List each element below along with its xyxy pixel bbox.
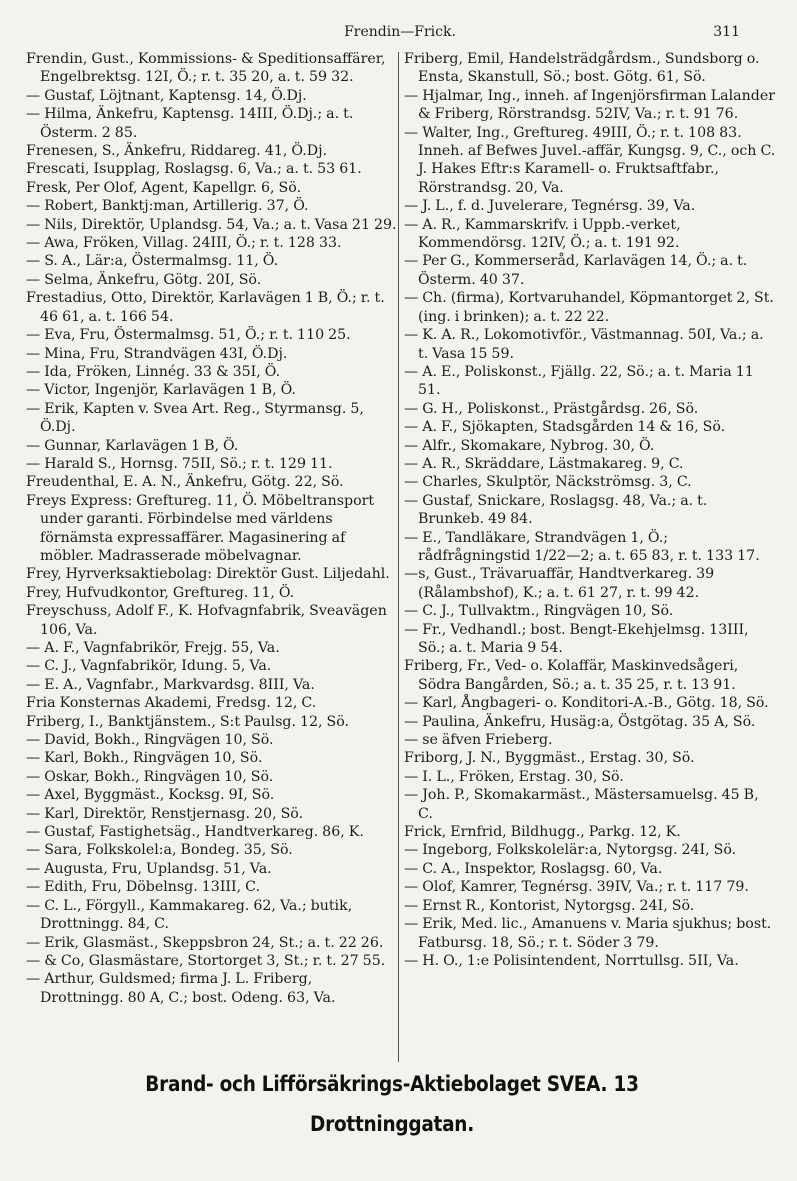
directory-entry: Frendin, Gust., Kommissions- & Speditionsaffärer, Engelbrektsg. 12I, Ö.; r. t. 35 20, a. t. 59 32. [26,51,386,86]
directory-entry: — Karl, Ångbageri- o. Konditori-A.-B., Götg. 18, Sö. [404,695,769,712]
directory-entry: Frescati, Isupplag, Roslagsg. 6, Va.; a. t. 53 61. [26,161,362,178]
directory-entry: — A. E., Poliskonst., Fjällg. 22, Sö.; a. t. Maria 11 51. [404,363,754,399]
directory-entry: — Karl, Bokh., Ringvägen 10, Sö. [26,750,263,767]
directory-entry: — I. L., Fröken, Erstag. 30, Sö. [404,768,624,785]
directory-entry: — Gustaf, Löjtnant, Kaptensg. 14, Ö.Dj. [26,87,307,104]
directory-entry: Friberg, I., Banktjänstem., S:t Paulsg. 12, Sö. [26,713,350,730]
directory-entry: — C. J., Vagnfabrikör, Idung. 5, Va. [26,658,272,675]
right-column [404,50,776,1062]
directory-entry: — Victor, Ingenjör, Karlavägen 1 B, Ö. [26,382,296,399]
left-column [26,50,398,1062]
directory-entry: — Ida, Fröken, Linnég. 33 & 35I, Ö. [26,363,281,380]
directory-entry: Frey, Hyrverksaktiebolag: Direktör Gust. Liljedahl. [26,566,390,583]
footer-advertisement: Brand- och Lifförsäkrings-Aktiebolaget SVEA. 13 Drottninggatan. [145,1072,639,1136]
directory-entry: — Erik, Med. lic., Amanuens v. Maria sjukhus; bost. Fatbursg. 18, Sö.; r. t. Söder 3 79. [404,916,772,951]
directory-entry: — Hjalmar, Ing., inneh. af Ingenjörsfirman Lalander & Friberg, Rörstrandsg. 52IV, Va.; r. t. 91 76. [404,87,775,123]
directory-entry: — G. H., Poliskonst., Prästgårdsg. 26, Sö. [404,400,699,417]
directory-entry: — Axel, Byggmäst., Kocksg. 9I, Sö. [26,787,275,804]
directory-entry: — Gustaf, Snickare, Roslagsg. 48, Va.; a. t. Brunkeb. 49 84. [404,492,708,528]
directory-entry: — Karl, Direktör, Renstjernasg. 20, Sö. [26,805,304,822]
directory-entry: — Fr., Vedhandl.; bost. Bengt-Ekehjelmsg. 13III, Sö.; a. t. Maria 9 54. [404,621,749,656]
directory-entry: — Eva, Fru, Östermalmsg. 51, Ö.; r. t. 110 25. [26,327,351,344]
directory-entry: — Hilma, Änkefru, Kaptensg. 14III, Ö.Dj.; a. t. Österm. 2 85. [26,106,354,141]
directory-entry: Frenesen, S., Änkefru, Riddareg. 41, Ö.Dj. [26,143,327,160]
directory-entry: — A. R., Kammarskrifv. i Uppb.-verket, Kommendörsg. 12IV, Ö.; a. t. 191 92. [404,216,681,252]
directory-entry: — C. A., Inspektor, Roslagsg. 60, Va. [404,860,663,877]
directory-entry: — Joh. P., Skomakarmäst., Mästersamuelsg. 45 B, C. [404,787,759,822]
directory-entry: — Nils, Direktör, Uplandsg. 54, Va.; a. t. Vasa 21 29. [26,216,397,233]
directory-entry: — Ernst R., Kontorist, Nytorgsg. 24I, Sö. [404,897,695,914]
directory-entry: — Edith, Fru, Döbelnsg. 13III, C. [26,879,261,896]
directory-entry: — Oskar, Bokh., Ringvägen 10, Sö. [26,768,274,785]
column-divider [398,52,399,1062]
directory-entry: — C. L., Förgyll., Kammakareg. 62, Va.; butik, Drottningg. 84, C. [26,897,353,933]
directory-entry: Freudenthal, E. A. N., Änkefru, Götg. 22, Sö. [26,474,344,491]
directory-entry: — Erik, Glasmäst., Skeppsbron 24, St.; a. t. 22 26. [26,934,384,951]
directory-entry: — Selma, Änkefru, Götg. 20I, Sö. [26,271,262,288]
directory-entry: — & Co, Glasmästare, Stortorget 3, St.; r. t. 27 55. [26,952,386,969]
directory-entry: Friberg, Fr., Ved- o. Kolaffär, Maskinvedsågeri, Södra Bangården, Sö.; a. t. 35 25, r. t. 13 91. [404,658,739,693]
directory-entry: Friberg, Emil, Handelsträdgårdsm., Sundsborg o. Ensta, Skanstull, Sö.; bost. Götg. 61, Sö. [404,51,760,86]
directory-entry: Frick, Ernfrid, Bildhugg., Parkg. 12, K. [404,824,681,841]
directory-entry: — Ingeborg, Folkskolelär:a, Nytorgsg. 24I, Sö. [404,842,737,859]
directory-entry: — Augusta, Fru, Uplandsg. 51, Va. [26,860,272,877]
directory-entry: — Harald S., Hornsg. 75II, Sö.; r. t. 129 11. [26,455,333,472]
directory-entry: — E. A., Vagnfabr., Markvardsg. 8III, Va. [26,676,315,693]
directory-entry: Frestadius, Otto, Direktör, Karlavägen 1 B, Ö.; r. t. 46 61, a. t. 166 54. [26,290,385,325]
directory-entry: — S. A., Lär:a, Östermalmsg. 11, Ö. [26,253,279,270]
directory-entry: — A. R., Skräddare, Lästmakareg. 9, C. [404,455,684,472]
directory-entry: — Mina, Fru, Strandvägen 43I, Ö.Dj. [26,345,288,362]
directory-entry: — C. J., Tullvaktm., Ringvägen 10, Sö. [404,603,674,620]
directory-entry: —s, Gust., Trävaruaffär, Handtverkareg. 39 (Rålambshof), K.; a. t. 61 27, r. t. 99 42. [404,566,715,601]
directory-entry: — Walter, Ing., Greftureg. 49III, Ö.; r. t. 108 83. Inneh. af Befwes Juvel.-affär, Kungsg. 9, C., och C. J. Hakes Eftr:s Karamell- o. Fruktsaftfabr., Rörstrandsg. 20, Va. [404,124,776,196]
directory-entry: Freyschuss, Adolf F., K. Hofvagnfabrik, Sveavägen 106, Va. [26,603,387,638]
directory-entry: Fria Konsternas Akademi, Fredsg. 12, C. [26,695,317,712]
directory-entry: — Sara, Folkskolel:a, Bondeg. 35, Sö. [26,842,293,859]
page-number: 311 [713,24,740,40]
directory-entry: — H. O., 1:e Polisintendent, Norrtullsg. 5II, Va. [404,952,739,969]
directory-entry: — Olof, Kamrer, Tegnérsg. 39IV, Va.; r. t. 117 79. [404,879,749,896]
directory-entry: — Gunnar, Karlavägen 1 B, Ö. [26,437,239,454]
directory-entry: — Gustaf, Fastighetsäg., Handtverkareg. 86, K. [26,824,364,841]
page-title: Frendin—Frick. [344,24,456,40]
directory-entry: — Arthur, Guldsmed; firma J. L. Friberg, Drottningg. 80 A, C.; bost. Odeng. 63, Va. [26,971,336,1006]
directory-entry: — David, Bokh., Ringvägen 10, Sö. [26,732,274,749]
directory-entry: — Charles, Skulptör, Näckströmsg. 3, C. [404,474,692,491]
directory-entry: — E., Tandläkare, Strandvägen 1, Ö.; rådfrågningstid 1/22—2; a. t. 65 83, r. t. 133 17. [404,529,760,564]
directory-entry: — J. L., f. d. Juvelerare, Tegnérsg. 39, Va. [404,198,696,215]
directory-entry: Fresk, Per Olof, Agent, Kapellgr. 6, Sö. [26,179,302,196]
directory-entry: — Robert, Banktj:man, Artillerig. 37, Ö. [26,198,309,215]
directory-entry: — Ch. (firma), Kortvaruhandel, Köpmantorget 2, St. (ing. i brinken); a. t. 22 22. [404,290,774,325]
directory-entry: — K. A. R., Lokomotivför., Västmannag. 50I, Va.; a. t. Vasa 15 59. [404,327,764,362]
page-header [60,24,740,46]
directory-entry: Friborg, J. N., Byggmäst., Erstag. 30, Sö. [404,750,695,767]
directory-entry: — Alfr., Skomakare, Nybrog. 30, Ö. [404,437,655,454]
directory-entry: — Erik, Kapten v. Svea Art. Reg., Styrmansg. 5, Ö.Dj. [26,400,364,436]
directory-entry: — Awa, Fröken, Villag. 24III, Ö.; r. t. 128 33. [26,235,342,252]
directory-entry: — Per G., Kommerseråd, Karlavägen 14, Ö.; a. t. Österm. 40 37. [404,253,748,288]
directory-entry: — Paulina, Änkefru, Husäg:a, Östgötag. 35 A, Sö. [404,713,756,730]
directory-entry: — A. F., Sjökapten, Stadsgården 14 & 16, Sö. [404,419,726,436]
directory-entry: Frey, Hufvudkontor, Greftureg. 11, Ö. [26,584,295,601]
directory-entry: — A. F., Vagnfabrikör, Frejg. 55, Va. [26,640,280,656]
directory-entry: Freys Express: Greftureg. 11, Ö. Möbeltransport under garanti. Förbindelse med världens förnämsta expressaffärer. Magasinering af möbler. Madrasserade möbelvagnar. [26,492,375,564]
directory-entry: — se äfven Frieberg. [404,732,553,749]
